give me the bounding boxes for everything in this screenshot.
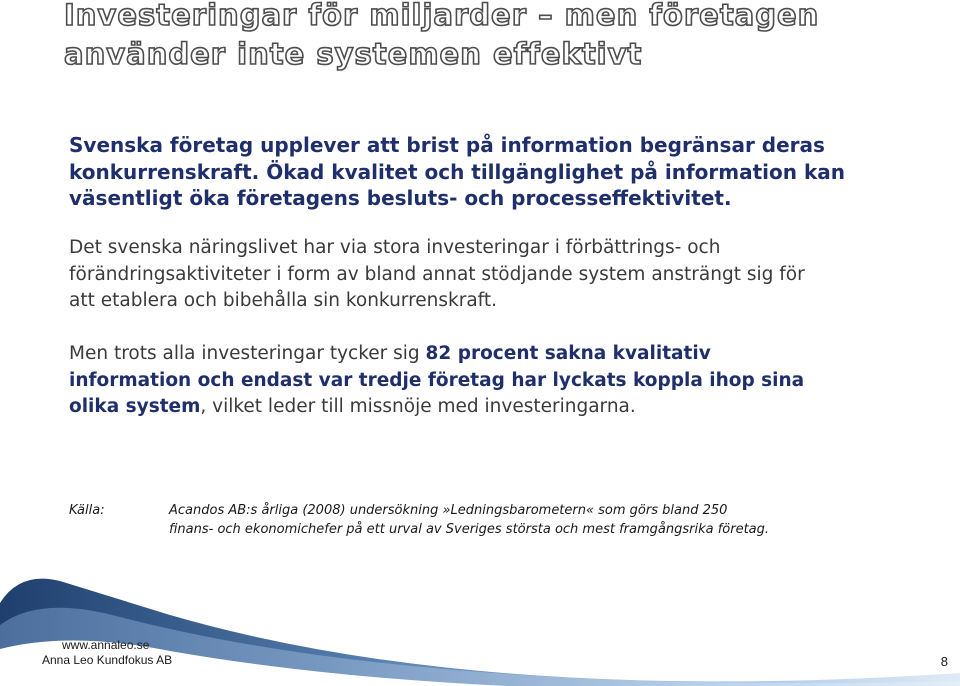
source-label: Källa: [69,503,105,518]
slide-title-line: Investeringar för miljarder – men företagen [64,0,820,32]
lead-line: väsentligt öka företagens besluts- och processeffektivitet. [69,186,732,210]
lead-paragraph [69,132,929,212]
source-text [169,501,889,539]
highlight-text: olika system [69,396,201,417]
highlight-line: information och endast var tredje företag har lyckats koppla ihop sina [69,369,805,391]
body-text: , vilket leder till missnöje med investeringarna. [200,396,636,417]
footer-company-name: Anna Leo Kundfokus AB [42,653,173,667]
body-line: förändringsaktiviteter i form av bland annat stödjande system ansträngt sig för [69,263,805,285]
source-line: Acandos AB:s årliga (2008) undersökning »Ledningsbarometern« som görs bland 250 [169,503,728,518]
body-line: Det svenska näringslivet har via stora investeringar i förbättrings- och [69,237,721,258]
slide-title [64,0,944,74]
highlight-text: 82 procent sakna kvalitativ [425,343,711,364]
source-line: finans- och ekonomichefer på ett urval av Sveriges största och mest framgångsrika företag. [169,522,770,537]
body-paragraph-investments [69,235,949,315]
body-paragraph-survey [69,341,949,421]
body-line: att etablera och bibehålla sin konkurrenskraft. [69,290,498,311]
footer-swoosh-graphic [0,565,960,686]
lead-line: Svenska företag upplever att brist på information begränsar deras [69,133,825,157]
page-number: 8 [940,654,948,669]
body-text: Men trots alla investeringar tycker sig [69,343,426,364]
lead-line: konkurrenskraft. Ökad kvalitet och tillgänglighet på information kan [69,159,846,184]
slide-title-line: använder inte systemen effektivt [64,37,643,71]
body-line [69,341,949,368]
footer-url: www.annaleo.se [62,638,150,652]
body-line [69,394,949,421]
